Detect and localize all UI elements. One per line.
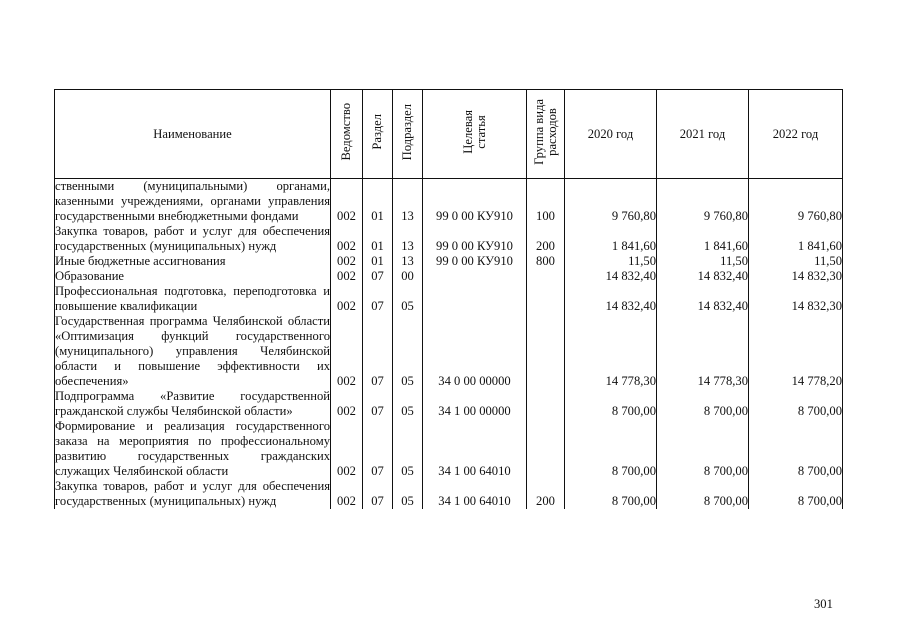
budget-table [54, 89, 843, 509]
row-2021: 1 841,60 [657, 224, 749, 254]
row-podrazdel: 05 [393, 284, 423, 314]
row-2021: 9 760,80 [657, 179, 749, 225]
header-vedomstvo: Ведомство [331, 90, 363, 179]
row-2022: 11,50 [749, 254, 843, 269]
row-2022: 8 700,00 [749, 419, 843, 479]
row-2022: 8 700,00 [749, 479, 843, 509]
row-podrazdel: 05 [393, 479, 423, 509]
header-name: Наименование [55, 90, 331, 179]
row-celevaya [423, 269, 527, 284]
row-name: ственными (муниципальными) органами, казенными учреждениями, органами управления государственными внебюджетными фондами [55, 179, 330, 223]
row-celevaya: 99 0 00 КУ910 [423, 254, 527, 269]
table-row [55, 254, 843, 269]
row-gruppa: 200 [527, 479, 565, 509]
row-vedomstvo: 002 [331, 254, 363, 269]
row-podrazdel: 13 [393, 179, 423, 225]
row-podrazdel: 05 [393, 314, 423, 389]
row-vedomstvo: 002 [331, 284, 363, 314]
row-2020: 14 832,40 [565, 269, 657, 284]
table-row [55, 389, 843, 419]
row-name: Профессиональная подготовка, переподготовка и повышение квалификации [55, 284, 330, 313]
row-razdel: 07 [363, 269, 393, 284]
row-2020: 8 700,00 [565, 389, 657, 419]
row-name: Подпрограмма «Развитие государственной гражданской службы Челябинской области» [55, 389, 330, 418]
table-header [55, 90, 843, 179]
header-2020: 2020 год [565, 90, 657, 179]
row-name: Формирование и реализация государственного заказа на мероприятия по профессиональному развитию государственных гражданских служащих Челябинской области [55, 419, 330, 478]
row-razdel: 07 [363, 419, 393, 479]
header-gruppa: Группа вида расходов [527, 90, 565, 179]
header-celevaya: Целевая статья [423, 90, 527, 179]
row-razdel: 07 [363, 479, 393, 509]
row-name: Иные бюджетные ассигнования [55, 254, 331, 269]
header-podrazdel: Подраздел [393, 90, 423, 179]
row-vedomstvo: 002 [331, 179, 363, 225]
header-2021: 2021 год [657, 90, 749, 179]
row-vedomstvo: 002 [331, 419, 363, 479]
table-row [55, 284, 843, 314]
table-body [55, 179, 843, 510]
row-celevaya: 34 0 00 00000 [423, 314, 527, 389]
row-name: Закупка товаров, работ и услуг для обеспечения государственных (муниципальных) нужд [55, 479, 330, 508]
row-vedomstvo: 002 [331, 314, 363, 389]
row-2020: 11,50 [565, 254, 657, 269]
row-celevaya [423, 284, 527, 314]
row-celevaya: 34 1 00 64010 [423, 419, 527, 479]
row-gruppa [527, 269, 565, 284]
row-2021: 14 832,40 [657, 269, 749, 284]
row-2020: 1 841,60 [565, 224, 657, 254]
row-2020: 9 760,80 [565, 179, 657, 225]
header-razdel: Раздел [363, 90, 393, 179]
row-2022: 14 832,30 [749, 284, 843, 314]
row-gruppa [527, 284, 565, 314]
row-2021: 8 700,00 [657, 479, 749, 509]
row-2022: 1 841,60 [749, 224, 843, 254]
row-podrazdel: 00 [393, 269, 423, 284]
row-2022: 14 778,20 [749, 314, 843, 389]
table-row [55, 269, 843, 284]
row-gruppa: 800 [527, 254, 565, 269]
row-2021: 8 700,00 [657, 419, 749, 479]
page-number: 301 [814, 597, 833, 611]
row-razdel: 01 [363, 254, 393, 269]
row-2020: 14 832,40 [565, 284, 657, 314]
row-vedomstvo: 002 [331, 269, 363, 284]
row-2020: 8 700,00 [565, 479, 657, 509]
row-podrazdel: 13 [393, 254, 423, 269]
row-razdel: 01 [363, 179, 393, 225]
row-podrazdel: 05 [393, 419, 423, 479]
header-2022: 2022 год [749, 90, 843, 179]
table-row [55, 179, 843, 225]
row-podrazdel: 05 [393, 389, 423, 419]
row-2020: 8 700,00 [565, 419, 657, 479]
table-row [55, 314, 843, 389]
row-gruppa [527, 314, 565, 389]
row-celevaya: 99 0 00 КУ910 [423, 224, 527, 254]
row-gruppa [527, 419, 565, 479]
row-2021: 11,50 [657, 254, 749, 269]
row-name: Государственная программа Челябинской области «Оптимизация функций государственного (муниципального) управления Челябинской области и повышение эффективности их обеспечения» [55, 314, 330, 388]
row-2021: 8 700,00 [657, 389, 749, 419]
row-vedomstvo: 002 [331, 389, 363, 419]
row-razdel: 01 [363, 224, 393, 254]
row-2022: 8 700,00 [749, 389, 843, 419]
row-razdel: 07 [363, 389, 393, 419]
table-row [55, 419, 843, 479]
row-celevaya: 34 1 00 64010 [423, 479, 527, 509]
row-razdel: 07 [363, 314, 393, 389]
row-2020: 14 778,30 [565, 314, 657, 389]
row-vedomstvo: 002 [331, 479, 363, 509]
table-row [55, 224, 843, 254]
row-podrazdel: 13 [393, 224, 423, 254]
row-celevaya: 99 0 00 КУ910 [423, 179, 527, 225]
table-row [55, 479, 843, 509]
row-2021: 14 778,30 [657, 314, 749, 389]
row-celevaya: 34 1 00 00000 [423, 389, 527, 419]
row-vedomstvo: 002 [331, 224, 363, 254]
row-name: Закупка товаров, работ и услуг для обеспечения государственных (муниципальных) нужд [55, 224, 330, 253]
row-gruppa [527, 389, 565, 419]
row-2021: 14 832,40 [657, 284, 749, 314]
row-2022: 14 832,30 [749, 269, 843, 284]
row-2022: 9 760,80 [749, 179, 843, 225]
row-gruppa: 200 [527, 224, 565, 254]
row-gruppa: 100 [527, 179, 565, 225]
row-razdel: 07 [363, 284, 393, 314]
row-name: Образование [55, 269, 331, 284]
